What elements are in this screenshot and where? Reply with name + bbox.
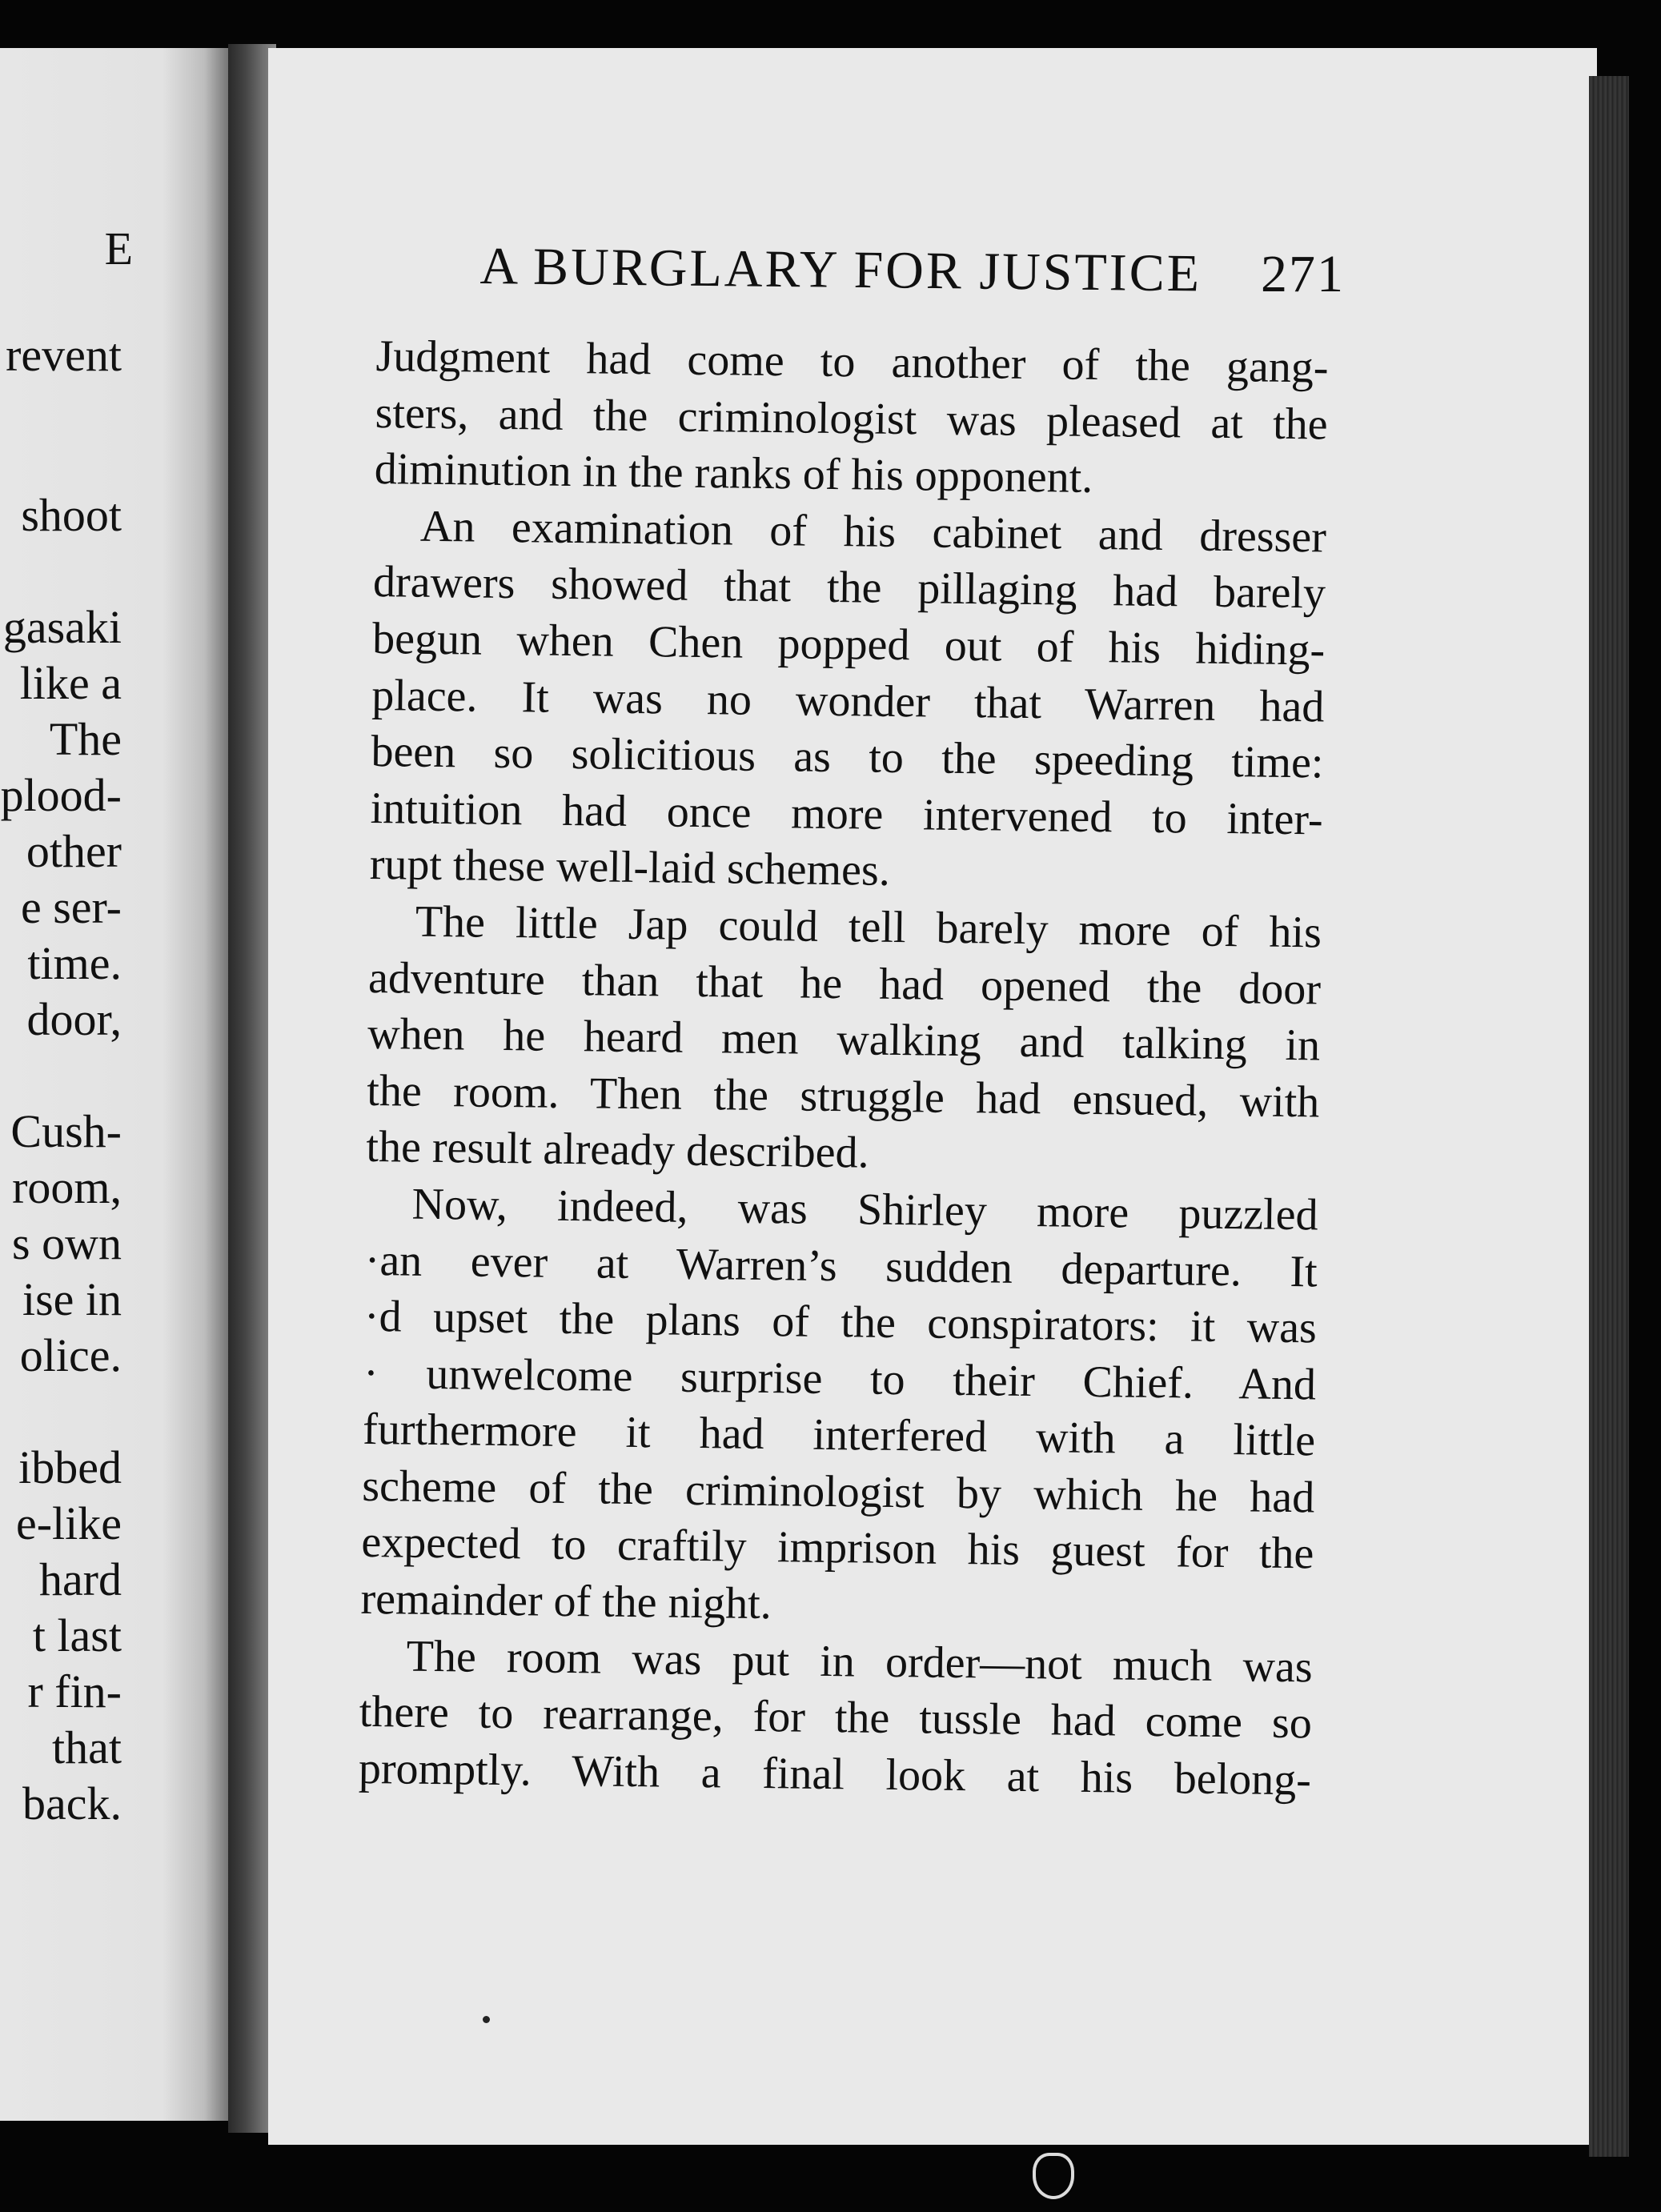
- text-line-1: Judgment had come to another of the gang-: [375, 331, 1329, 393]
- left-line-22: back.: [22, 1777, 122, 1829]
- left-line-14: ise in: [22, 1273, 122, 1325]
- page-edge-stack: [1589, 76, 1629, 2157]
- text-line-21: scheme of the criminologist by which he had: [361, 1461, 1315, 1523]
- left-line-6: plood-: [0, 769, 122, 821]
- text-line-19: · unwelcome surprise to their Chief. And: [363, 1348, 1317, 1410]
- text-line-24: The room was put in order—not much was: [406, 1631, 1314, 1693]
- left-line-4: like a: [19, 657, 122, 709]
- text-line-13: when he heard men walking and talking in: [367, 1009, 1321, 1071]
- text-line-4: An examination of his cabinet and dresser: [419, 501, 1327, 563]
- left-line-11: Cush-: [10, 1105, 122, 1157]
- text-line-10: rupt these well-laid schemes.: [369, 840, 891, 896]
- text-line-11: The little Jap could tell barely more of his: [415, 896, 1322, 958]
- text-line-3: diminution in the ranks of his opponent.: [374, 444, 1093, 503]
- text-line-9: intuition had once more intervened to inter-: [370, 783, 1323, 845]
- left-line-10: door,: [26, 993, 122, 1045]
- left-line-21: that: [52, 1721, 122, 1773]
- running-head: A BURGLARY FOR JUSTICE: [479, 236, 1202, 303]
- text-line-26: promptly. With a final look at his belong-: [358, 1743, 1312, 1805]
- left-line-12: room,: [12, 1161, 122, 1213]
- text-line-16: Now, indeed, was Shirley more puzzled: [411, 1179, 1318, 1240]
- text-line-22: expected to craftily imprison his guest for the: [361, 1517, 1314, 1579]
- text-line-18: ·d upset the plans of the conspirators: it was: [363, 1292, 1318, 1353]
- left-line-15: olice.: [19, 1329, 122, 1381]
- left-line-18: hard: [38, 1553, 122, 1605]
- left-line-20: r fin-: [27, 1665, 122, 1717]
- text-line-15: the result already described.: [366, 1122, 870, 1178]
- text-line-14: the room. Then the struggle had ensued, with: [366, 1065, 1320, 1128]
- left-line-3: gasaki: [2, 601, 122, 653]
- text-line-8: been so solicitious as to the speeding time:: [371, 727, 1324, 788]
- left-line-16: ibbed: [18, 1441, 122, 1493]
- left-line-7: other: [26, 825, 122, 877]
- left-page-heading-fragment: E: [104, 222, 133, 274]
- left-line-2: shoot: [21, 489, 122, 541]
- left-page-fragment: [0, 48, 232, 2121]
- scan-artifact: [1033, 2153, 1074, 2199]
- ink-speck: [483, 2016, 490, 2023]
- left-line-5: The: [49, 713, 122, 765]
- text-line-12: adventure than that he had opened the door: [367, 952, 1322, 1015]
- left-line-13: s own: [12, 1217, 122, 1269]
- text-line-6: begun when Chen popped out of his hiding-: [371, 613, 1326, 675]
- body-text: [359, 328, 1329, 1809]
- text-line-20: furthermore it had interfered with a little: [362, 1405, 1316, 1466]
- text-line-2: sters, and the criminologist was pleased at the: [375, 387, 1328, 450]
- text-line-7: place. It was no wonder that Warren had: [371, 670, 1325, 732]
- left-line-9: time.: [27, 937, 122, 989]
- text-line-17: ·an ever at Warren’s sudden departure. It: [364, 1235, 1318, 1296]
- left-line-8: e ser-: [20, 881, 122, 933]
- page-number: 271: [1261, 245, 1345, 303]
- text-line-25: there to rearrange, for the tussle had come so: [359, 1687, 1313, 1749]
- left-line-1: revent: [6, 329, 122, 381]
- left-line-17: e-like: [15, 1497, 122, 1549]
- text-line-5: drawers showed that the pillaging had barely: [372, 557, 1326, 619]
- text-line-23: remainder of the night.: [360, 1573, 772, 1629]
- left-line-19: t last: [32, 1609, 122, 1661]
